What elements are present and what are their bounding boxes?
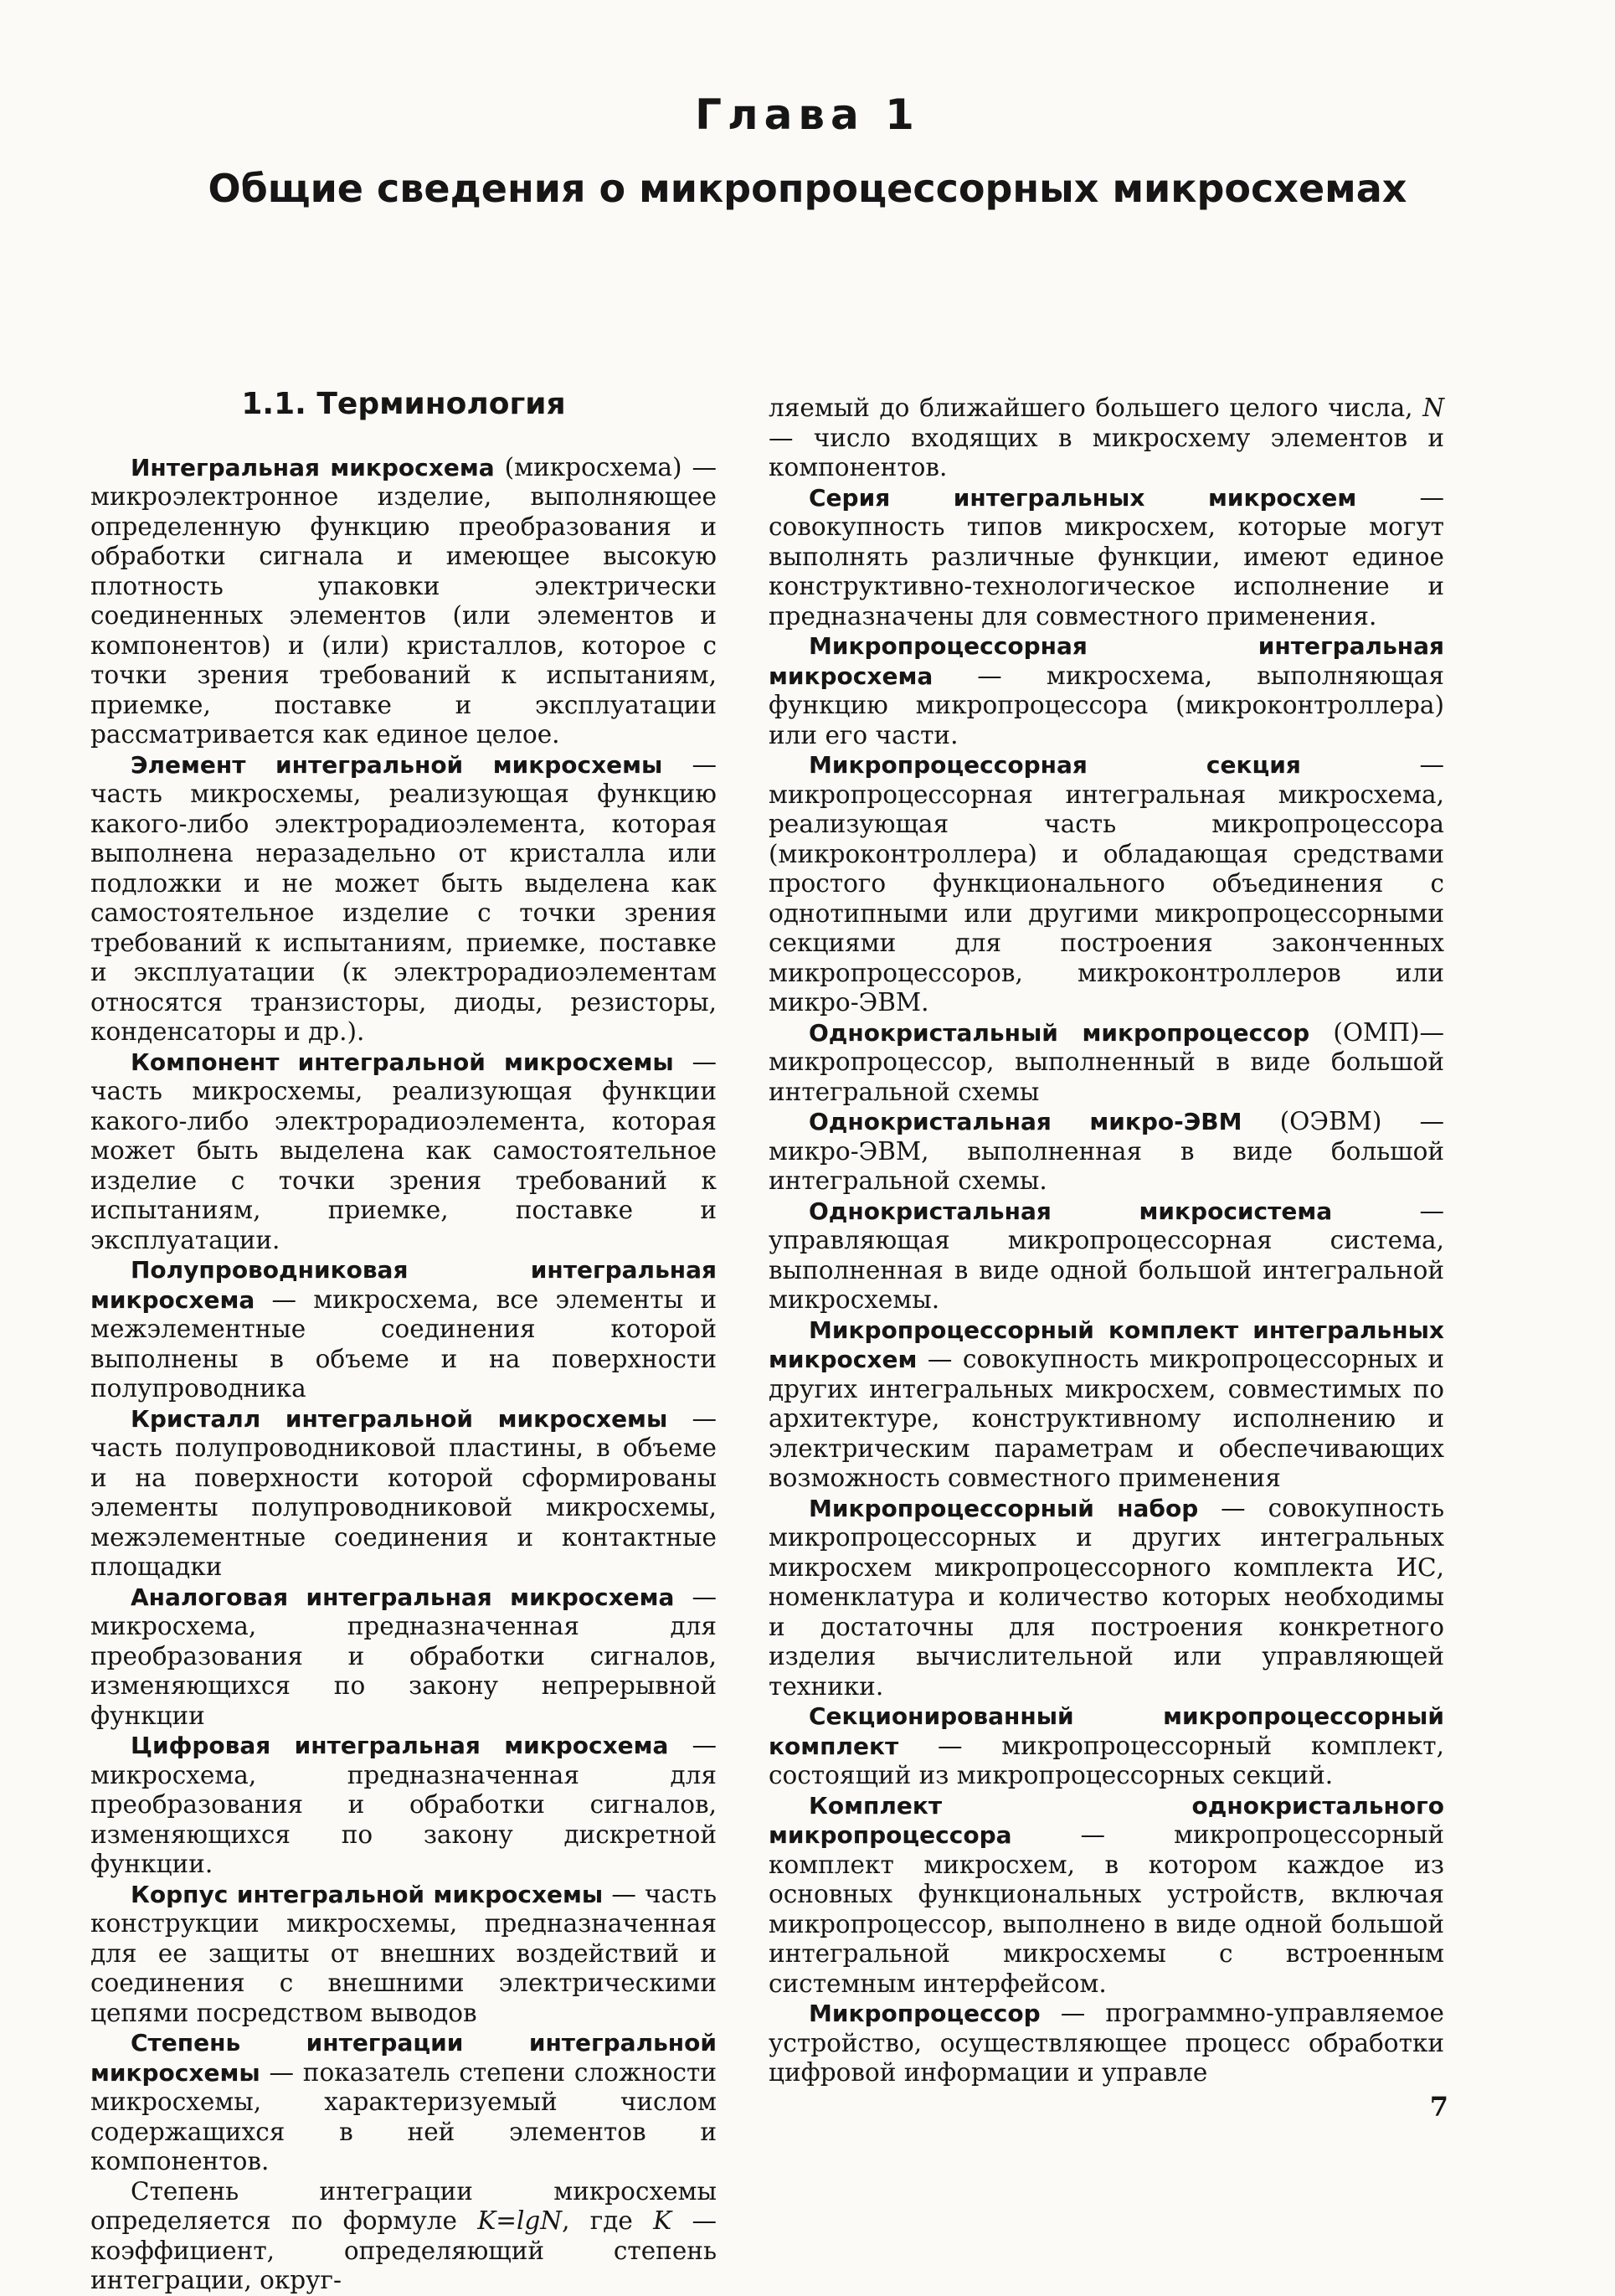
definition-text: — микросхема, все элементы и межэлементные соединения которой выполнены в объеме и на поверхности полупроводника bbox=[90, 1284, 717, 1403]
definition-term: Серия интегральных микросхем bbox=[809, 483, 1357, 512]
definition-term: Микропроцессорный комплект интегральных микросхем bbox=[769, 1315, 1444, 1373]
definition-term: Однокристальный микропроцессор bbox=[809, 1018, 1310, 1047]
formula-k: K bbox=[653, 2206, 672, 2235]
definition-term: Цифровая интегральная микросхема bbox=[131, 1732, 669, 1759]
definition-text: — микросхема, предназначенная для преобразования и обработки сигналов, изменяющихся по закону дискретной функции. bbox=[90, 1731, 717, 1878]
definition-term: Кристалл интегральной микросхемы bbox=[131, 1404, 668, 1433]
definition-text: (ОЭВМ) — микро-ЭВМ, выполненная в виде большой интегральной схемы. bbox=[769, 1107, 1444, 1195]
definition-term: Микропроцессорная секция bbox=[809, 751, 1301, 779]
right-definitions bbox=[769, 483, 1444, 2088]
definition-paragraph bbox=[769, 1197, 1444, 1315]
definition-text: — совокупность микропроцессорных и других интегральных микросхем микропроцессорного комплекта ИС, номенклатура и количество которых необходимы и достаточны для построения конкретного изделия вычислительной или управляющей техники. bbox=[769, 1493, 1444, 1701]
definition-text: (ОМП)— микропроцессор, выполненный в виде большой интегральной схемы bbox=[769, 1017, 1444, 1106]
definition-paragraph bbox=[90, 453, 717, 750]
definition-paragraph bbox=[769, 1018, 1444, 1108]
definition-paragraph bbox=[769, 1791, 1444, 2000]
definition-term: Однокристальная микро-ЭВМ bbox=[809, 1108, 1242, 1135]
definition-text: — микропроцессорный комплект микросхем, в котором каждое из основных функциональных устройств, включая микропроцессор, выполнено в виде одной большой интегральной микросхемы с встроенным системным интерфейсом. bbox=[769, 1820, 1444, 1998]
definition-paragraph bbox=[90, 1731, 717, 1880]
chapter-label: Глава 1 bbox=[695, 90, 920, 139]
chapter-title: Общие сведения о микропроцессорных микросхемах bbox=[208, 166, 1407, 211]
definition-term: Компонент интегральной микросхемы bbox=[131, 1048, 674, 1076]
definition-term: Микропроцессорный набор bbox=[809, 1494, 1199, 1522]
left-definitions bbox=[90, 453, 717, 2177]
definition-text: — управляющая микропроцессорная система, выполненная в виде одной большой интегральной микросхемы. bbox=[769, 1196, 1444, 1314]
definition-paragraph bbox=[90, 2028, 717, 2177]
page-number: 7 bbox=[1429, 2091, 1448, 2123]
formula: K=lgN bbox=[477, 2206, 563, 2235]
definition-term: Интегральная микросхема bbox=[131, 453, 495, 481]
definition-term: Микропроцессорная интегральная микросхема bbox=[769, 632, 1444, 690]
definition-paragraph bbox=[769, 750, 1444, 1018]
left-column bbox=[90, 389, 717, 2296]
formula-n: N bbox=[1422, 394, 1444, 422]
definition-text: — показатель степени сложности микросхемы, характеризуемый числом содержащихся в ней элементов и компонентов. bbox=[90, 2057, 717, 2175]
definition-term: Микропроцессор bbox=[809, 2000, 1041, 2027]
definition-term: Корпус интегральной микросхемы bbox=[131, 1880, 604, 1908]
definition-term: Секционированный микропроцессорный комплект bbox=[769, 1702, 1444, 1760]
definition-paragraph bbox=[90, 1404, 717, 1583]
formula-paragraph: Степень интеграции микросхемы определяется по формуле K=lgN, где K — коэффициент, определяющий степень интеграции, округ- bbox=[90, 2176, 717, 2294]
definition-text: — совокупность типов микросхем, которые могут выполнять различные функции, имеют единое конструктивно-технологическое исполнение и предназначены для совместного применения. bbox=[769, 482, 1444, 631]
definition-text: — микросхема, предназначенная для преобразования и обработки сигналов, изменяющихся по закону непрерывной функции bbox=[90, 1582, 717, 1730]
definition-term: Элемент интегральной микросхемы bbox=[131, 750, 663, 779]
definition-text: — часть микросхемы, реализующая функции какого-либо электрорадиоэлемента, которая может быть выделена как самостоятельное изделие с точки зрения требований к испытаниям, приемке, поставке и эксплуатации. bbox=[90, 1047, 717, 1254]
definition-term: Полупроводниковая интегральная микросхема bbox=[90, 1256, 717, 1314]
definition-paragraph bbox=[769, 1999, 1444, 2088]
definition-paragraph bbox=[90, 1048, 717, 1256]
definition-text: — часть конструкции микросхемы, предназначенная для ее защиты от внешних воздействий и соединения с внешними электрическими цепями посредством выводов bbox=[90, 1879, 717, 2027]
definition-paragraph bbox=[90, 1583, 717, 1732]
definition-paragraph bbox=[769, 1701, 1444, 1791]
definition-term: Аналоговая интегральная микросхема bbox=[131, 1583, 675, 1611]
definition-term: Комплект однокристального микропроцессора bbox=[769, 1791, 1444, 1849]
definition-term: Степень интеграции интегральной микросхемы bbox=[90, 2029, 717, 2087]
definition-paragraph bbox=[90, 1880, 717, 2029]
definition-text: — микропроцессорный комплект, состоящий из микропроцессорных секций. bbox=[769, 1731, 1444, 1789]
definition-paragraph bbox=[769, 1494, 1444, 1702]
definition-paragraph bbox=[769, 631, 1444, 750]
definition-paragraph bbox=[769, 483, 1444, 632]
definition-text: — микропроцессорная интегральная микросхема, реализующая часть микропроцессора (микроконтроллера) и обладающая средствами простого функционального объединения с однотипными или другими микропроцессорными секциями для построения законченных микропроцессоров, микроконтроллеров или микро-ЭВМ. bbox=[769, 750, 1444, 1017]
section-title: 1.1. Терминология bbox=[241, 387, 566, 421]
definition-paragraph bbox=[769, 1107, 1444, 1197]
definition-text: — микросхема, выполняющая функцию микропроцессора (микроконтроллера) или его части. bbox=[769, 661, 1444, 749]
definition-paragraph bbox=[769, 1315, 1444, 1494]
definition-text: — совокупность микропроцессорных и других интегральных микросхем, совместимых по архитектуре, конструктивному исполнению и электрическим параметрам и обеспечивающих возможность совместного применения bbox=[769, 1345, 1444, 1492]
definition-text: — часть полупроводниковой пластины, в объеме и на поверхности которой сформированы элементы полупроводниковой микросхемы, межэлементные соединения и контактные площадки bbox=[90, 1403, 717, 1581]
definition-paragraph bbox=[90, 750, 717, 1048]
definition-paragraph bbox=[90, 1255, 717, 1404]
continued-paragraph: ляемый до ближайшего большего целого числа, N — число входящих в микросхему элементов и компонентов. bbox=[769, 394, 1444, 481]
definition-text: — программно-управляемое устройство, осуществляющее процесс обработки цифровой информации и управле bbox=[769, 1999, 1444, 2087]
definition-text: — часть микросхемы, реализующая функцию какого-либо электрорадиоэлемента, которая выполнена неразадельно от кристалла или подложки и не может быть выделена как самостоятельное изделие с точки зрения требований к испытаниям, приемке, поставке и эксплуатации (к электрорадиоэлементам относятся транзисторы, диоды, резисторы, конденсаторы и др.). bbox=[90, 749, 717, 1046]
definition-text: (микросхема) — микроэлектронное изделие, выполняющее определенную функцию преобразования и обработки сигнала и имеющее высокую плотность упаковки электрически соединенных элементов (или элементов и компонентов) и (или) кристаллов, которое с точки зрения требований к испытаниям, приемке, поставке и эксплуатации рассматривается как единое целое. bbox=[90, 452, 717, 749]
definition-term: Однокристальная микросистема bbox=[809, 1197, 1333, 1225]
right-column bbox=[769, 394, 1444, 2088]
